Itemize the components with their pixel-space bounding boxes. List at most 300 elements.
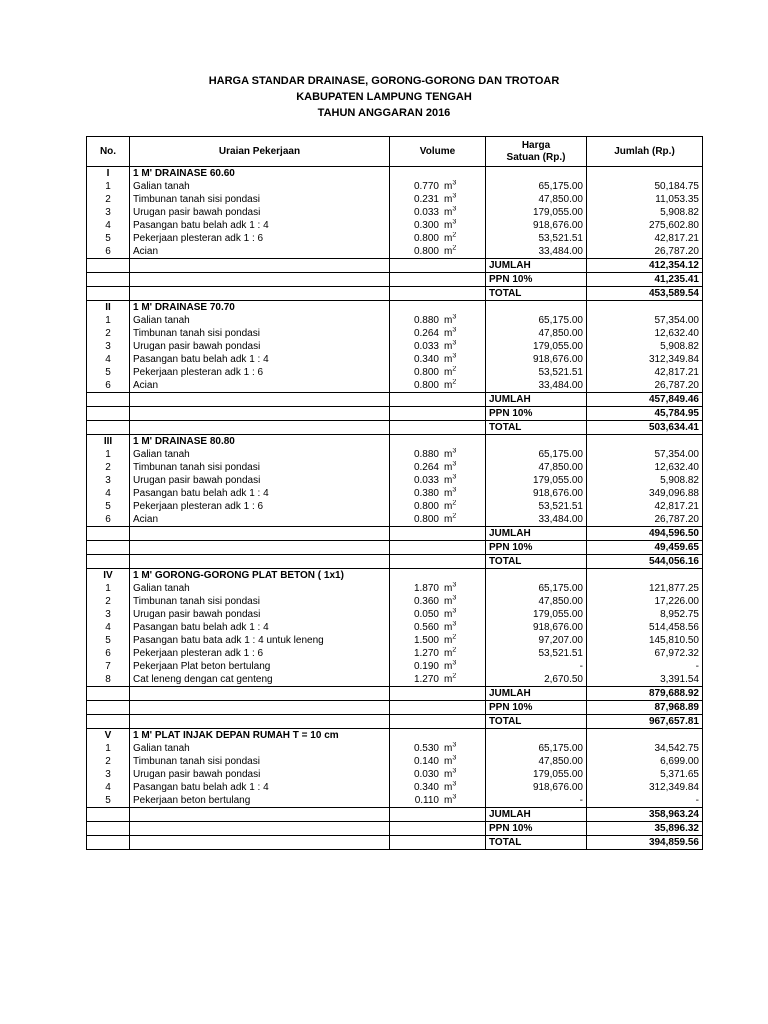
empty-cell bbox=[390, 527, 486, 541]
item-unit-price: 33,484.00 bbox=[486, 245, 587, 259]
volume-unit bbox=[439, 743, 456, 755]
volume-unit bbox=[439, 488, 456, 500]
summary-label: JUMLAH bbox=[486, 527, 587, 541]
summary-jumlah-row bbox=[87, 808, 703, 822]
item-number: 1 bbox=[87, 180, 130, 193]
empty-cell bbox=[87, 407, 130, 421]
unit-exponent: 3 bbox=[452, 474, 457, 481]
item-description: Pekerjaan beton bertulang bbox=[130, 794, 390, 808]
unit-exponent: 3 bbox=[452, 219, 457, 226]
item-volume bbox=[390, 206, 486, 219]
item-total: 5,908.82 bbox=[587, 474, 703, 487]
unit-exponent: 3 bbox=[452, 582, 457, 589]
item-number: 7 bbox=[87, 660, 130, 673]
volume-value: 0.800 bbox=[413, 379, 439, 391]
item-total: 42,817.21 bbox=[587, 232, 703, 245]
item-description: Timbunan tanah sisi pondasi bbox=[130, 461, 390, 474]
table-row bbox=[87, 327, 703, 340]
item-unit-price: 65,175.00 bbox=[486, 582, 587, 595]
empty-cell bbox=[130, 836, 390, 850]
section-number: IV bbox=[87, 569, 130, 583]
empty-cell bbox=[390, 301, 486, 315]
summary-ppn-row bbox=[87, 701, 703, 715]
item-volume bbox=[390, 755, 486, 768]
table-row bbox=[87, 448, 703, 461]
unit-base: m bbox=[444, 180, 453, 192]
header-price-line2: Satuan (Rp.) bbox=[506, 151, 566, 163]
item-volume bbox=[390, 353, 486, 366]
summary-total-row bbox=[87, 287, 703, 301]
item-number: 2 bbox=[87, 595, 130, 608]
summary-label: JUMLAH bbox=[486, 393, 587, 407]
empty-cell bbox=[130, 421, 390, 435]
summary-label: TOTAL bbox=[486, 421, 587, 435]
item-total: 26,787.20 bbox=[587, 379, 703, 393]
unit-base: m bbox=[444, 781, 453, 793]
item-number: 5 bbox=[87, 366, 130, 379]
header-no: No. bbox=[87, 137, 130, 167]
item-total: 26,787.20 bbox=[587, 245, 703, 259]
volume-value: 0.340 bbox=[413, 781, 439, 793]
unit-exponent: 2 bbox=[452, 673, 457, 680]
item-description: Timbunan tanah sisi pondasi bbox=[130, 595, 390, 608]
item-volume bbox=[390, 366, 486, 379]
empty-cell bbox=[87, 259, 130, 273]
empty-cell bbox=[130, 715, 390, 729]
empty-cell bbox=[390, 836, 486, 850]
header-desc: Uraian Pekerjaan bbox=[130, 137, 390, 167]
item-number: 3 bbox=[87, 206, 130, 219]
unit-base: m bbox=[444, 327, 453, 339]
summary-value: 41,235.41 bbox=[587, 273, 703, 287]
item-number: 4 bbox=[87, 353, 130, 366]
item-description: Galian tanah bbox=[130, 742, 390, 755]
table-row bbox=[87, 634, 703, 647]
empty-cell bbox=[390, 555, 486, 569]
item-volume bbox=[390, 245, 486, 259]
unit-base: m bbox=[444, 232, 453, 244]
item-unit-price: 47,850.00 bbox=[486, 755, 587, 768]
section-header-row bbox=[87, 435, 703, 449]
volume-value: 0.880 bbox=[413, 314, 439, 326]
item-description: Urugan pasir bawah pondasi bbox=[130, 768, 390, 781]
empty-cell bbox=[130, 259, 390, 273]
summary-label: PPN 10% bbox=[486, 701, 587, 715]
summary-value: 35,896.32 bbox=[587, 822, 703, 836]
volume-value: 1.270 bbox=[413, 673, 439, 685]
item-unit-price: - bbox=[486, 794, 587, 808]
volume-unit bbox=[439, 674, 456, 686]
summary-value: 394,859.56 bbox=[587, 836, 703, 850]
item-description: Urugan pasir bawah pondasi bbox=[130, 340, 390, 353]
empty-cell bbox=[390, 808, 486, 822]
item-volume bbox=[390, 180, 486, 193]
unit-base: m bbox=[444, 673, 453, 685]
empty-cell bbox=[87, 527, 130, 541]
volume-value: 0.880 bbox=[413, 448, 439, 460]
summary-value: 879,688.92 bbox=[587, 687, 703, 701]
item-volume bbox=[390, 448, 486, 461]
summary-ppn-row bbox=[87, 407, 703, 421]
unit-base: m bbox=[444, 474, 453, 486]
volume-value: 0.110 bbox=[414, 794, 439, 806]
empty-cell bbox=[390, 687, 486, 701]
unit-base: m bbox=[444, 245, 453, 257]
table-row bbox=[87, 742, 703, 755]
item-volume bbox=[390, 340, 486, 353]
empty-cell bbox=[87, 287, 130, 301]
empty-cell bbox=[390, 569, 486, 583]
table-row bbox=[87, 340, 703, 353]
table-row bbox=[87, 755, 703, 768]
unit-exponent: 3 bbox=[452, 768, 457, 775]
volume-value: 0.300 bbox=[413, 219, 439, 231]
volume-unit bbox=[439, 462, 456, 474]
volume-value: 0.800 bbox=[413, 245, 439, 257]
unit-exponent: 2 bbox=[452, 513, 457, 520]
summary-label: JUMLAH bbox=[486, 687, 587, 701]
item-number: 2 bbox=[87, 193, 130, 206]
item-number: 6 bbox=[87, 245, 130, 259]
unit-base: m bbox=[444, 500, 453, 512]
table-row bbox=[87, 487, 703, 500]
summary-value: 494,596.50 bbox=[587, 527, 703, 541]
volume-unit bbox=[439, 769, 456, 781]
empty-cell bbox=[390, 421, 486, 435]
volume-value: 1.270 bbox=[413, 647, 439, 659]
volume-unit bbox=[439, 756, 456, 768]
item-volume bbox=[390, 582, 486, 595]
empty-cell bbox=[87, 421, 130, 435]
unit-base: m bbox=[444, 314, 453, 326]
summary-label: JUMLAH bbox=[486, 259, 587, 273]
section-header-row bbox=[87, 569, 703, 583]
item-description: Timbunan tanah sisi pondasi bbox=[130, 755, 390, 768]
item-total: 26,787.20 bbox=[587, 513, 703, 527]
item-description: Galian tanah bbox=[130, 582, 390, 595]
summary-label: PPN 10% bbox=[486, 407, 587, 421]
table-row bbox=[87, 582, 703, 595]
item-unit-price: 179,055.00 bbox=[486, 608, 587, 621]
empty-cell bbox=[87, 822, 130, 836]
item-unit-price: 918,676.00 bbox=[486, 219, 587, 232]
item-volume bbox=[390, 794, 486, 808]
item-number: 2 bbox=[87, 755, 130, 768]
item-total: 11,053.35 bbox=[587, 193, 703, 206]
item-number: 1 bbox=[87, 314, 130, 327]
table-row bbox=[87, 781, 703, 794]
item-number: 8 bbox=[87, 673, 130, 687]
empty-cell bbox=[486, 301, 587, 315]
item-total: 275,602.80 bbox=[587, 219, 703, 232]
volume-unit bbox=[439, 233, 456, 245]
volume-unit bbox=[439, 328, 456, 340]
unit-base: m bbox=[444, 608, 453, 620]
unit-exponent: 2 bbox=[452, 634, 457, 641]
unit-exponent: 3 bbox=[452, 660, 457, 667]
item-unit-price: 65,175.00 bbox=[486, 742, 587, 755]
volume-unit bbox=[439, 449, 456, 461]
item-total: 42,817.21 bbox=[587, 366, 703, 379]
empty-cell bbox=[130, 701, 390, 715]
item-total: 5,908.82 bbox=[587, 340, 703, 353]
item-description: Timbunan tanah sisi pondasi bbox=[130, 327, 390, 340]
item-number: 1 bbox=[87, 448, 130, 461]
item-number: 5 bbox=[87, 232, 130, 245]
empty-cell bbox=[587, 729, 703, 743]
unit-exponent: 3 bbox=[452, 206, 457, 213]
item-number: 4 bbox=[87, 621, 130, 634]
item-unit-price: 53,521.51 bbox=[486, 366, 587, 379]
empty-cell bbox=[130, 822, 390, 836]
section-title: 1 M' DRAINASE 70.70 bbox=[130, 301, 390, 315]
summary-value: 544,056.16 bbox=[587, 555, 703, 569]
volume-unit bbox=[439, 648, 456, 660]
item-description: Galian tanah bbox=[130, 448, 390, 461]
table-header bbox=[87, 137, 703, 167]
table-row bbox=[87, 366, 703, 379]
empty-cell bbox=[87, 687, 130, 701]
item-total: 514,458.56 bbox=[587, 621, 703, 634]
unit-exponent: 3 bbox=[452, 755, 457, 762]
item-total: 12,632.40 bbox=[587, 327, 703, 340]
unit-base: m bbox=[444, 755, 453, 767]
section-number: I bbox=[87, 167, 130, 181]
item-number: 2 bbox=[87, 461, 130, 474]
empty-cell bbox=[390, 541, 486, 555]
unit-exponent: 2 bbox=[452, 379, 457, 386]
item-unit-price: 918,676.00 bbox=[486, 353, 587, 366]
section-header-row bbox=[87, 167, 703, 181]
item-volume bbox=[390, 660, 486, 673]
unit-exponent: 3 bbox=[452, 193, 457, 200]
table-row bbox=[87, 673, 703, 687]
unit-exponent: 3 bbox=[452, 327, 457, 334]
unit-base: m bbox=[444, 193, 453, 205]
table-row bbox=[87, 353, 703, 366]
unit-exponent: 2 bbox=[452, 366, 457, 373]
unit-base: m bbox=[444, 794, 453, 806]
volume-unit bbox=[439, 194, 456, 206]
volume-unit bbox=[439, 341, 456, 353]
item-volume bbox=[390, 500, 486, 513]
table-row bbox=[87, 232, 703, 245]
empty-cell bbox=[87, 555, 130, 569]
header-price-line1: Harga bbox=[521, 139, 551, 151]
table-row bbox=[87, 474, 703, 487]
item-number: 6 bbox=[87, 647, 130, 660]
item-number: 3 bbox=[87, 608, 130, 621]
summary-value: 453,589.54 bbox=[587, 287, 703, 301]
item-description: Galian tanah bbox=[130, 180, 390, 193]
volume-unit bbox=[439, 367, 456, 379]
title-line-2: KABUPATEN LAMPUNG TENGAH bbox=[296, 91, 472, 103]
volume-value: 0.340 bbox=[413, 353, 439, 365]
summary-total-row bbox=[87, 421, 703, 435]
table-row bbox=[87, 461, 703, 474]
table-row bbox=[87, 500, 703, 513]
item-description: Pasangan batu bata adk 1 : 4 untuk leneng bbox=[130, 634, 390, 647]
header-price bbox=[486, 137, 587, 167]
summary-label: TOTAL bbox=[486, 555, 587, 569]
summary-label: TOTAL bbox=[486, 836, 587, 850]
item-description: Timbunan tanah sisi pondasi bbox=[130, 193, 390, 206]
item-description: Cat leneng dengan cat genteng bbox=[130, 673, 390, 687]
item-volume bbox=[390, 193, 486, 206]
item-total: 34,542.75 bbox=[587, 742, 703, 755]
empty-cell bbox=[486, 435, 587, 449]
item-unit-price: 97,207.00 bbox=[486, 634, 587, 647]
empty-cell bbox=[130, 527, 390, 541]
item-number: 6 bbox=[87, 379, 130, 393]
item-volume bbox=[390, 314, 486, 327]
empty-cell bbox=[390, 701, 486, 715]
item-unit-price: 179,055.00 bbox=[486, 768, 587, 781]
item-number: 5 bbox=[87, 500, 130, 513]
item-unit-price: 53,521.51 bbox=[486, 500, 587, 513]
volume-unit bbox=[439, 661, 456, 673]
item-total: 5,371.65 bbox=[587, 768, 703, 781]
summary-value: 457,849.46 bbox=[587, 393, 703, 407]
volume-unit bbox=[439, 635, 456, 647]
table-row bbox=[87, 621, 703, 634]
item-volume bbox=[390, 781, 486, 794]
volume-value: 1.500 bbox=[413, 634, 439, 646]
item-number: 1 bbox=[87, 582, 130, 595]
item-unit-price: 33,484.00 bbox=[486, 513, 587, 527]
empty-cell bbox=[130, 287, 390, 301]
title-line-3: TAHUN ANGGARAN 2016 bbox=[317, 107, 451, 119]
unit-exponent: 2 bbox=[452, 245, 457, 252]
item-unit-price: 918,676.00 bbox=[486, 781, 587, 794]
header-total: Jumlah (Rp.) bbox=[587, 137, 703, 167]
empty-cell bbox=[87, 808, 130, 822]
empty-cell bbox=[390, 407, 486, 421]
summary-value: 358,963.24 bbox=[587, 808, 703, 822]
summary-value: 45,784.95 bbox=[587, 407, 703, 421]
item-description: Pekerjaan plesteran adk 1 : 6 bbox=[130, 232, 390, 245]
item-unit-price: 47,850.00 bbox=[486, 327, 587, 340]
table-row bbox=[87, 794, 703, 808]
section-title: 1 M' PLAT INJAK DEPAN RUMAH T = 10 cm bbox=[130, 729, 390, 743]
item-total: 8,952.75 bbox=[587, 608, 703, 621]
item-number: 2 bbox=[87, 327, 130, 340]
section-header-row bbox=[87, 301, 703, 315]
item-volume bbox=[390, 232, 486, 245]
volume-value: 0.800 bbox=[413, 500, 439, 512]
empty-cell bbox=[87, 541, 130, 555]
unit-exponent: 3 bbox=[452, 353, 457, 360]
unit-base: m bbox=[444, 742, 453, 754]
unit-base: m bbox=[444, 582, 453, 594]
summary-value: 49,459.65 bbox=[587, 541, 703, 555]
volume-unit bbox=[439, 207, 456, 219]
unit-base: m bbox=[444, 513, 453, 525]
volume-value: 0.800 bbox=[413, 513, 439, 525]
volume-value: 0.264 bbox=[413, 327, 439, 339]
section-header-row bbox=[87, 729, 703, 743]
unit-base: m bbox=[444, 340, 453, 352]
volume-unit bbox=[439, 220, 456, 232]
unit-exponent: 3 bbox=[452, 742, 457, 749]
section-title: 1 M' GORONG-GORONG PLAT BETON ( 1x1) bbox=[130, 569, 390, 583]
empty-cell bbox=[130, 541, 390, 555]
volume-value: 0.030 bbox=[413, 768, 439, 780]
volume-unit bbox=[439, 315, 456, 327]
volume-unit bbox=[439, 514, 456, 526]
item-total: 67,972.32 bbox=[587, 647, 703, 660]
item-unit-price: 53,521.51 bbox=[486, 232, 587, 245]
volume-value: 0.530 bbox=[413, 742, 439, 754]
item-number: 1 bbox=[87, 742, 130, 755]
volume-value: 0.033 bbox=[413, 340, 439, 352]
section-title: 1 M' DRAINASE 60.60 bbox=[130, 167, 390, 181]
item-number: 5 bbox=[87, 634, 130, 647]
summary-label: JUMLAH bbox=[486, 808, 587, 822]
unit-exponent: 3 bbox=[452, 794, 457, 801]
table-row bbox=[87, 513, 703, 527]
volume-unit bbox=[439, 596, 456, 608]
volume-unit bbox=[439, 380, 456, 392]
item-total: 6,699.00 bbox=[587, 755, 703, 768]
item-volume bbox=[390, 219, 486, 232]
empty-cell bbox=[87, 701, 130, 715]
volume-value: 0.033 bbox=[413, 206, 439, 218]
empty-cell bbox=[390, 287, 486, 301]
item-unit-price: 65,175.00 bbox=[486, 448, 587, 461]
item-unit-price: 33,484.00 bbox=[486, 379, 587, 393]
volume-unit bbox=[439, 583, 456, 595]
empty-cell bbox=[87, 715, 130, 729]
item-number: 5 bbox=[87, 794, 130, 808]
volume-value: 0.231 bbox=[413, 193, 439, 205]
unit-exponent: 3 bbox=[452, 448, 457, 455]
item-volume bbox=[390, 742, 486, 755]
section-number: II bbox=[87, 301, 130, 315]
unit-exponent: 3 bbox=[452, 487, 457, 494]
title-line-1: HARGA STANDAR DRAINASE, GORONG-GORONG DAN TROTOAR bbox=[208, 75, 560, 87]
empty-cell bbox=[130, 393, 390, 407]
item-description: Pasangan batu belah adk 1 : 4 bbox=[130, 353, 390, 366]
unit-exponent: 2 bbox=[452, 232, 457, 239]
item-volume bbox=[390, 673, 486, 687]
section-number: III bbox=[87, 435, 130, 449]
item-total: 12,632.40 bbox=[587, 461, 703, 474]
unit-exponent: 3 bbox=[452, 595, 457, 602]
summary-jumlah-row bbox=[87, 527, 703, 541]
item-total: 57,354.00 bbox=[587, 448, 703, 461]
volume-unit bbox=[439, 795, 456, 807]
volume-value: 0.800 bbox=[413, 366, 439, 378]
volume-value: 0.050 bbox=[413, 608, 439, 620]
item-description: Pekerjaan Plat beton bertulang bbox=[130, 660, 390, 673]
summary-value: 967,657.81 bbox=[587, 715, 703, 729]
table-row bbox=[87, 595, 703, 608]
item-unit-price: 47,850.00 bbox=[486, 461, 587, 474]
volume-unit bbox=[439, 609, 456, 621]
item-volume bbox=[390, 461, 486, 474]
item-description: Acian bbox=[130, 379, 390, 393]
item-description: Urugan pasir bawah pondasi bbox=[130, 206, 390, 219]
volume-value: 0.560 bbox=[413, 621, 439, 633]
summary-label: PPN 10% bbox=[486, 273, 587, 287]
summary-ppn-row bbox=[87, 541, 703, 555]
summary-label: PPN 10% bbox=[486, 822, 587, 836]
unit-base: m bbox=[444, 353, 453, 365]
price-table bbox=[86, 136, 703, 850]
item-number: 3 bbox=[87, 474, 130, 487]
item-total: 121,877.25 bbox=[587, 582, 703, 595]
